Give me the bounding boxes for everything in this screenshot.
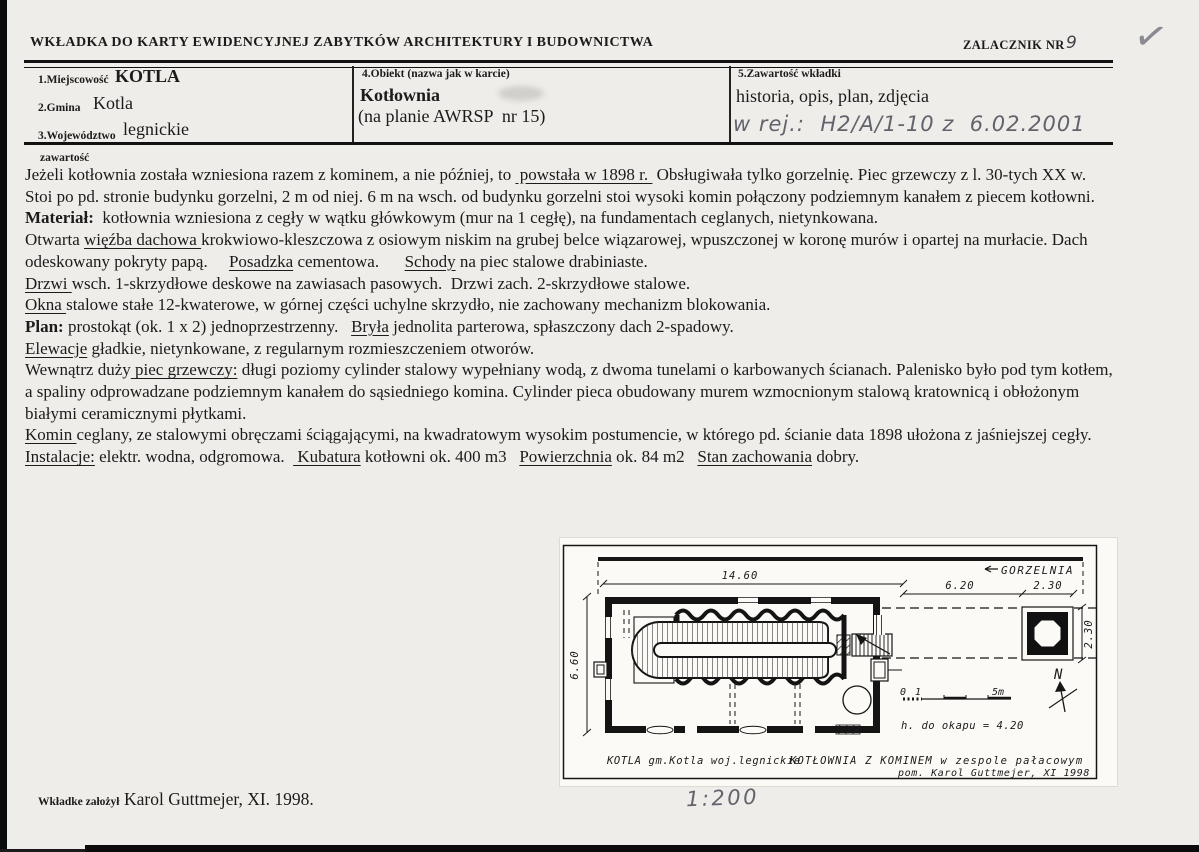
north-label: N: [1054, 667, 1063, 683]
right-wall-pillar: [871, 659, 902, 681]
boiler-flue-tube: [654, 643, 836, 657]
gorzelnia-arrow-icon: [985, 566, 998, 572]
body-line: Drzwi wsch. 1-skrzydłowe deskowe na zawiasach pasowych. Drzwi zach. 2-skrzydłowe stalowe.: [25, 273, 691, 293]
page-title: WKŁADKA DO KARTY EWIDENCYJNEJ ZABYTKÓW ARCHITEKTURY I BUDOWNICTWA: [30, 35, 654, 50]
field-gmina-value: Kotla: [93, 93, 133, 113]
scan-edge-left: [0, 0, 7, 852]
field-miejscowosc-label: 1.Miejscowość: [38, 74, 109, 86]
scale-handwritten: 1:200: [685, 784, 760, 812]
scan-edge-bottom: [85, 845, 1199, 852]
dim-chimney-height-label: 2.30: [1083, 619, 1095, 649]
dim-depth-label: 6.60: [569, 650, 581, 680]
gorzelnia-label: GORZELNIA: [1001, 564, 1075, 577]
field-zawartosc-label: 5.Zawartość wkładki: [738, 68, 841, 80]
field-wojewodztwo-value: legnickie: [123, 119, 189, 139]
field-miejscowosc-value: KOTLA: [115, 66, 181, 86]
stair-landing: [837, 635, 850, 655]
body-line: Instalacje: elektr. wodna, odgromowa. Kubatura kotłowni ok. 400 m3 Powierzchnia ok. 84 m2 Stan zachowania dobry.: [25, 447, 860, 467]
body-line: a spaliny odprowadzane podziemnym kanałem do sąsiedniego komina. Cylinder pieca obudowany murem wzmocnionym stalową kratownicą i obłożonym: [25, 382, 1080, 402]
table-divider-1: [352, 66, 354, 142]
field-obiekt-label: 4.Obiekt (nazwa jak w karcie): [362, 68, 510, 80]
stairs: [852, 634, 892, 656]
table-bottom-rule: [24, 142, 1113, 145]
chimney: [1022, 607, 1073, 660]
body-text: [25, 164, 1185, 468]
checkmark-annotation: ✓: [1129, 11, 1172, 63]
body-line: Plan: prostokąt (ok. 1 x 2) jednoprzestrzenny. Bryła jednolita parterowa, spłaszczony dach 2-spadowy.: [25, 316, 734, 336]
body-line: Okna stalowe stałe 12-kwaterowe, w górnej części uchylne skrzydło, nie zachowany mechanizm blokowania.: [25, 295, 771, 315]
body-line: Wewnątrz duży piec grzewczy: długi poziomy cylinder stalowy wypełniany wodą, z dwoma tunelami o karbowanych ścianach. Palenisko było pod tym kotłem,: [25, 360, 1113, 380]
scale-one-label: 1: [915, 687, 922, 698]
dim-total-label: 14.60: [721, 570, 759, 582]
scale-bar: [900, 687, 1011, 699]
tank-circle: [843, 686, 871, 714]
scale-zero-label: 0: [900, 687, 907, 698]
scan-smudge: [498, 86, 544, 101]
body-line: Materiał: kotłownia wzniesiona z cegły w wątku główkowym (mur na 1 cegłę), na fundamentach ceglanych, nietynkowana.: [25, 208, 879, 228]
footer-value: Karol Guttmejer, XI. 1998.: [124, 789, 314, 809]
scale-five-label: 5m: [992, 687, 1005, 698]
eaves-height-note: h. do okapu = 4.20: [901, 720, 1024, 732]
body-line: Elewacje gładkie, nietynkowane, z regularnym rozmieszczeniem otworów.: [25, 338, 535, 358]
body-line: Otwarta więźba dachowa krokwiowo-kleszczowa z osiowym niskim na grubej belce wiązarowej, wpuszczonej w koronę murów i opartej na murłacie. Dach: [25, 230, 1088, 250]
caption-title: KOTŁOWNIA Z KOMINEM w zespole pałacowym: [790, 755, 1084, 767]
double-rule: [24, 60, 1113, 68]
body-line: Jeżeli kotłownia została wzniesiona razem z kominem, a nie później, to powstała w 1898 r. Obsługiwała tylko gorzelnię. Piec grzewczy z l. 30-tych XX w.: [25, 165, 1087, 184]
field-obiekt-note: (na planie AWRSP nr 15): [358, 106, 546, 126]
body-line: Komin ceglany, ze stalowymi obręczami ściągającymi, na kwadratowym wysokim postumencie, w którego pd. ścianie data 1898 ułożona z jaśniejszej cegły.: [25, 425, 1092, 445]
body-line: odeskowany pokryty papą. Posadzka cementowa. Schody na piec stalowe drabiniaste.: [25, 251, 648, 271]
field-obiekt-name: Kotłownia: [360, 85, 441, 105]
field-wojewodztwo-label: 3.Województwo: [38, 130, 116, 142]
registry-note-handwritten: w rej.: H2/A/1-10 z 6.02.2001: [733, 112, 1086, 136]
dim-chimney-width-label: 2.30: [1033, 580, 1063, 592]
floor-plan-svg: [560, 538, 1117, 786]
content-section-label: zawartość: [40, 152, 90, 164]
hatched-threshold: [836, 725, 860, 734]
table-divider-2: [729, 66, 731, 142]
caption-place: KOTLA gm.Kotla woj.legnickie: [607, 755, 801, 767]
attachment-label: ZALACZNIK NR: [963, 38, 1065, 52]
body-line: Stoi po pd. stronie budynku gorzelni, 2 m od niej. 6 m na wsch. od budynku gorzelni stoi wysoki komin połączony podziemnym kanałem z piecem kotłowni.: [25, 186, 1095, 206]
dim-gap-label: 6.20: [945, 580, 975, 592]
field-zawartosc-value: historia, opis, plan, zdjęcia: [736, 86, 929, 106]
caption-author: pom. Karol Guttmejer, XI 1998: [898, 768, 1090, 779]
north-arrow-icon: [1049, 667, 1077, 712]
footer-label: Wkładke założył: [38, 796, 120, 808]
field-gmina-label: 2.Gmina: [38, 102, 81, 114]
attachment-number-handwritten: 9: [1066, 33, 1077, 53]
left-wall-annex: [594, 662, 607, 677]
body-line: białymi ceramicznymi płytkami.: [25, 403, 247, 423]
dim-line-depth: [583, 593, 591, 736]
floor-plan-drawing: [560, 538, 1117, 786]
